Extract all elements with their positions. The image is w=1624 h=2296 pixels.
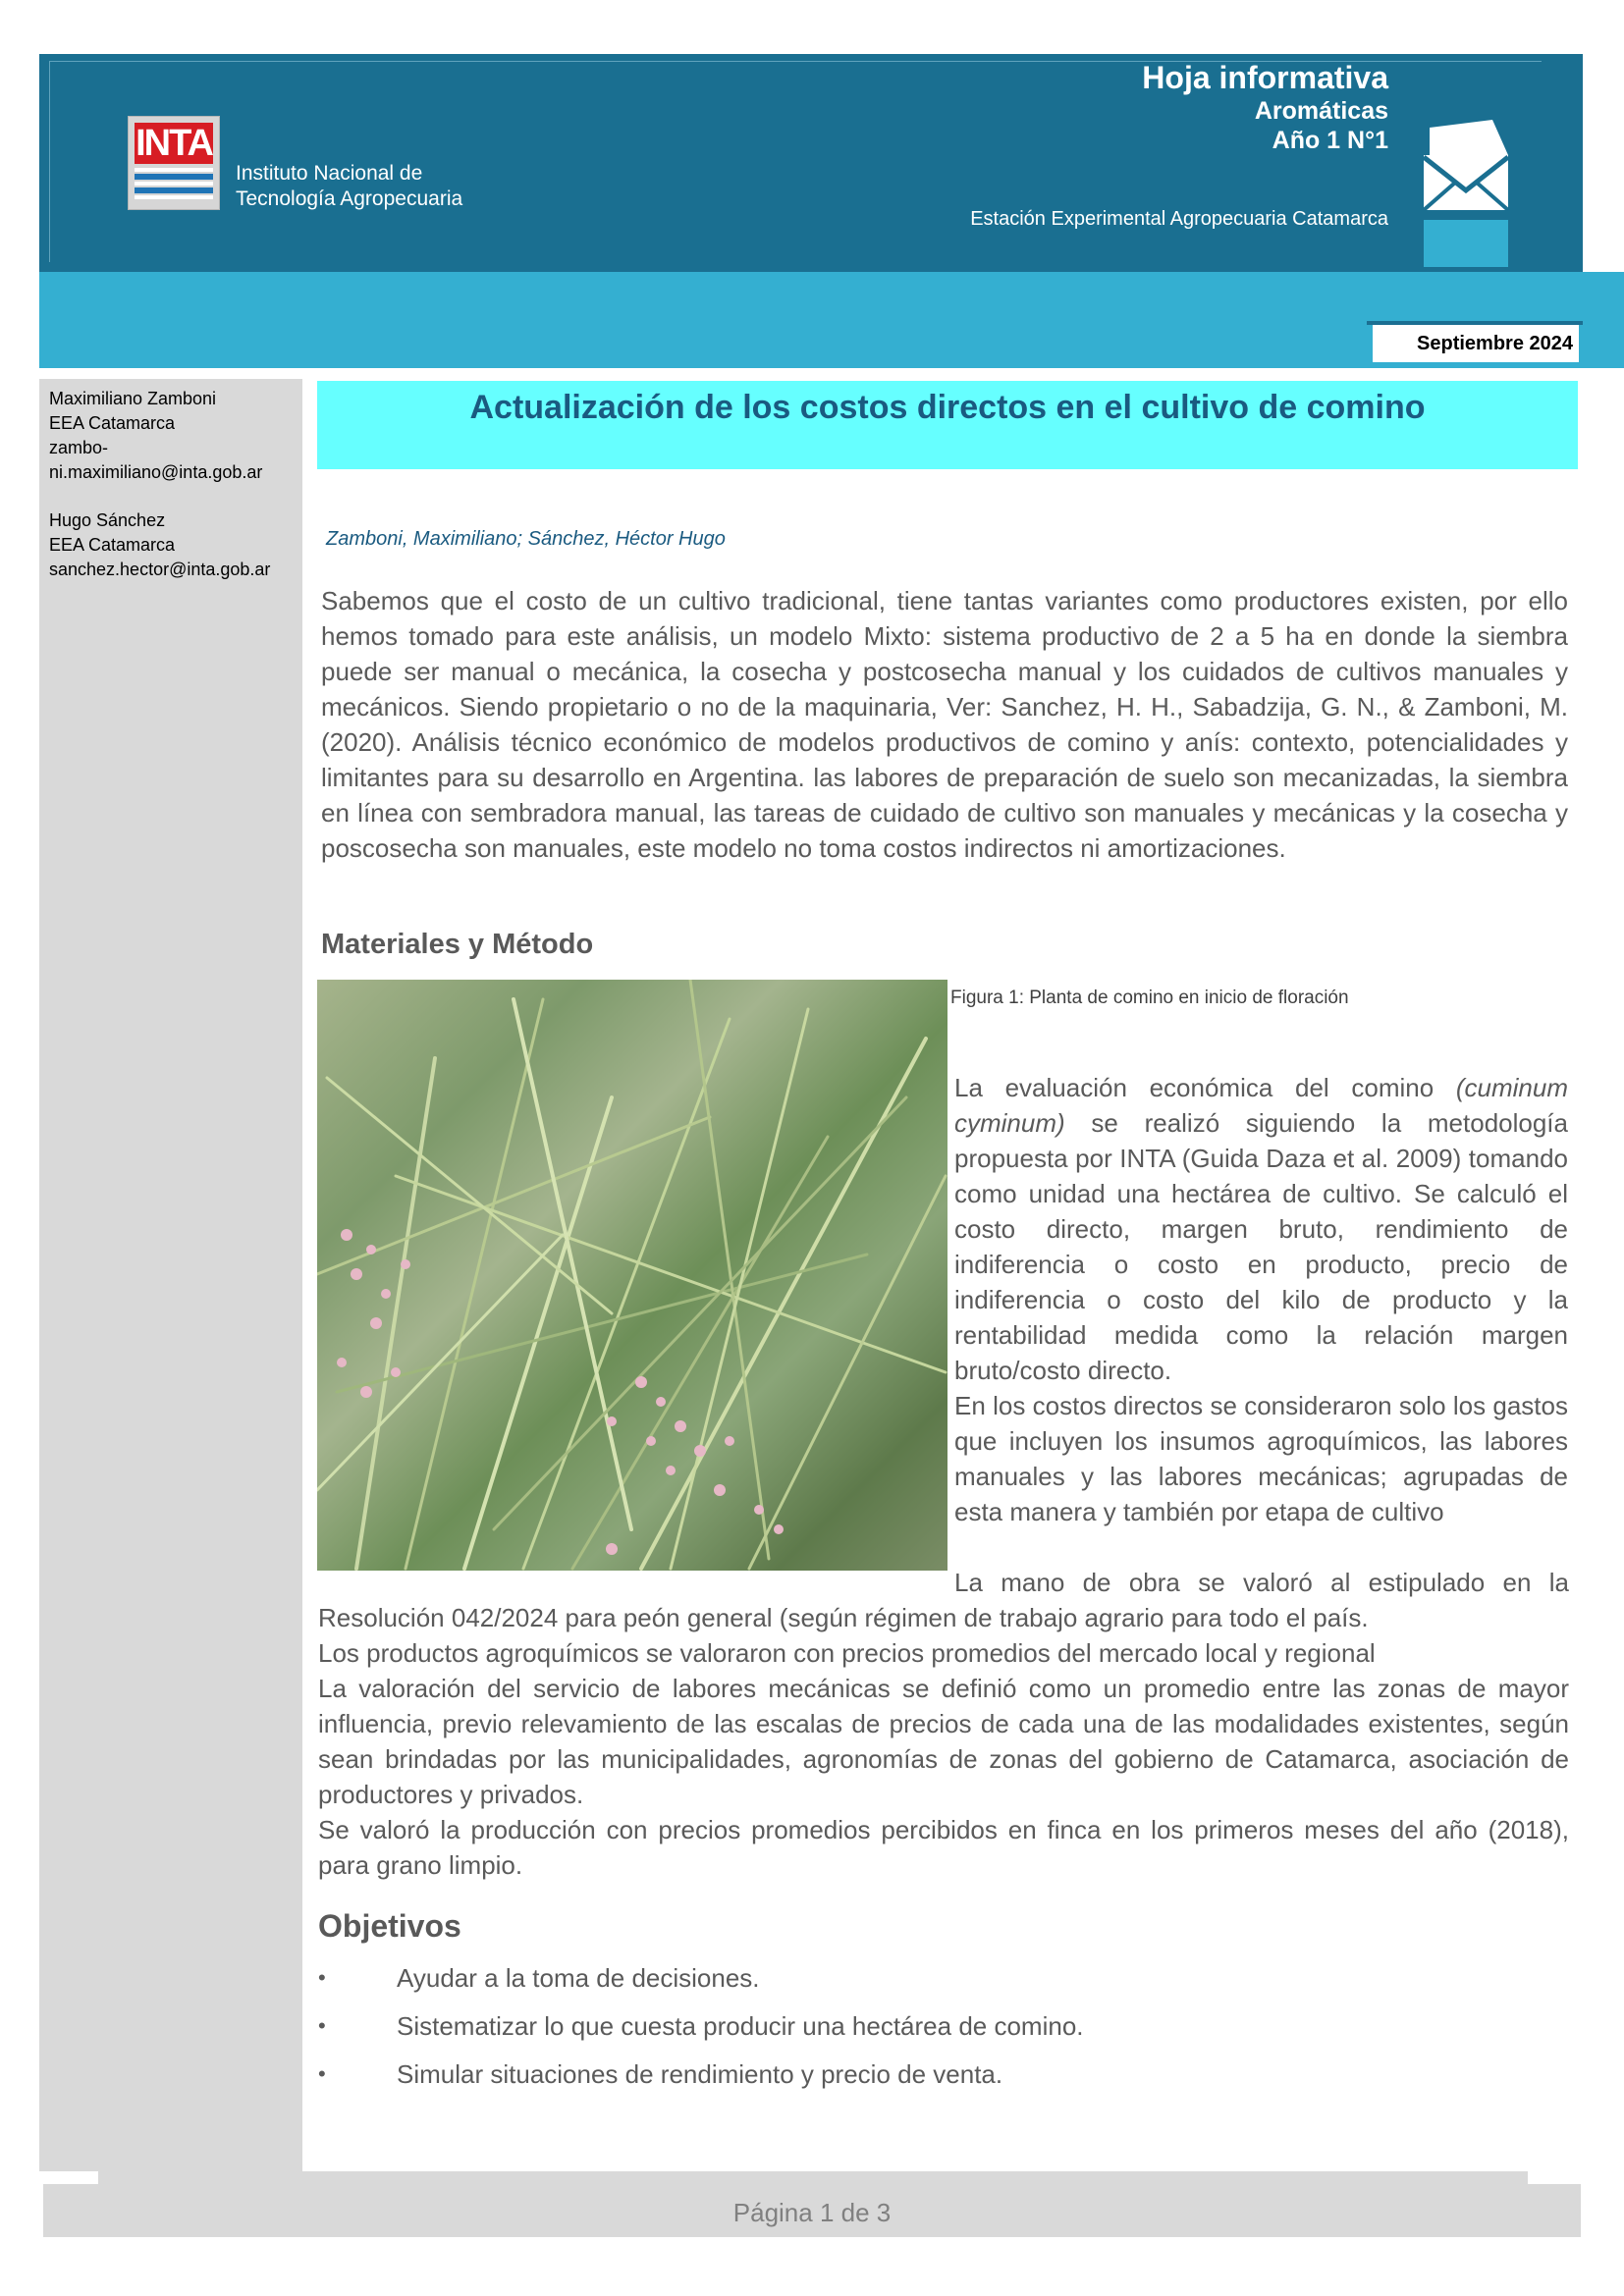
author-2-org: EEA Catamarca: [49, 535, 176, 555]
newsletter-issue: Año 1 N°1: [1272, 127, 1388, 154]
objective-text: Ayudar a la toma de decisiones.: [397, 1963, 760, 1993]
logo-white-stripe-3: [135, 195, 213, 199]
header-left-rule: [49, 61, 50, 262]
bullet-icon: •: [318, 2013, 326, 2038]
inta-logo-text: INTA: [135, 123, 212, 164]
evaluation-paragraph: [954, 1070, 1568, 1388]
page-number: Página 1 de 3: [732, 2198, 892, 2227]
logo-blue-stripe-1: [135, 174, 213, 180]
cumin-plant-photo: [317, 980, 947, 1571]
page-footer: [43, 2184, 1581, 2237]
direct-costs-paragraph: En los costos directos se consideraron solo los gastos que incluyen los insumos agroquímicos, las labores manuales y las labores mecánicas; agrupadas de esta manera y también por etapa de cultivo: [954, 1391, 1568, 1526]
agrochemicals-paragraph: Los productos agroquímicos se valoraron con precios promedios del mercado local y regional: [318, 1638, 1376, 1668]
production-value-paragraph: Se valoró la producción con precios promedios percibidos en finca en los primeros meses del año (2018), para grano limpio.: [318, 1815, 1569, 1880]
scientific-name: (cuminum cyminum): [954, 1073, 1568, 1138]
evaluation-text-a: La evaluación económica del comino: [954, 1073, 1456, 1102]
newsletter-subtitle: Aromáticas: [1254, 97, 1388, 125]
author-1-org: EEA Catamarca: [49, 413, 176, 433]
newsletter-title-block: [1142, 59, 1388, 155]
cumin-plant-drawing: [317, 980, 947, 1571]
institute-line-1: Instituto Nacional de: [236, 162, 423, 185]
author-2-name: Hugo Sánchez: [49, 510, 166, 530]
bullet-icon: •: [318, 2061, 326, 2086]
mail-icon: [1422, 118, 1510, 267]
logo-white-stripe-2: [135, 182, 213, 186]
bullet-icon: •: [318, 1965, 326, 1990]
article-title: Actualización de los costos directos en el cultivo de comino: [469, 389, 1426, 426]
intro-paragraph: Sabemos que el costo de un cultivo tradicional, tiene tantas variantes como productores existen, por ello hemos tomado para este análisis, un modelo Mixto: sistema productivo de 2 a 5 ha en donde la siembra puede ser manual o mecánica, la cosecha y postcosecha manual y los cuidados de cultivos manuales y mecánicos. Siendo propietario o no de la maquinaria, Ver: Sanchez, H. H., Sabadzija, G. N., & Zamboni, M. (2020). Análisis técnico económico de modelos productivos de comino y anís: contexto, potencialidades y limitantes para su desarrollo en Argentina. las labores de preparación de suelo son mecanizadas, la siembra en línea con sembradora manual, las tareas de cuidado de cultivo son manuales y mecánicas y la cosecha y poscosecha son manuales, este modelo no toma costos indirectos ni amortizaciones.: [321, 586, 1568, 863]
author-sidebar: [39, 379, 302, 2171]
author-2-email: sanchez.hector@inta.gob.ar: [49, 560, 271, 579]
author-1-email-part2: ni.maximiliano@inta.gob.ar: [49, 462, 263, 482]
author-1-email-part1: zambo-: [49, 438, 109, 457]
newsletter-title: Hoja informativa: [1142, 60, 1388, 95]
institute-line-2: Tecnología Agropecuaria: [236, 187, 463, 210]
objectives-heading: Objetivos: [318, 1908, 461, 1944]
inta-logo: [128, 116, 220, 210]
figure-caption: Figura 1: Planta de comino en inicio de floración: [950, 988, 1349, 1008]
labor-paragraph: La mano de obra se valoró al estipulado en la Resolución 042/2024 para peón general (según régimen de trabajo agrario para todo el país.: [318, 1568, 1569, 1632]
logo-blue-stripe-2: [135, 187, 213, 193]
lower-text: [318, 1565, 1569, 1883]
station-name: Estación Experimental Agropecuaria Catamarca: [970, 208, 1388, 230]
article-title-box: [317, 381, 1578, 469]
right-column-text: [954, 1070, 1568, 1529]
article-byline: Zamboni, Maximiliano; Sánchez, Héctor Hugo: [326, 528, 726, 550]
materials-heading: Materiales y Método: [321, 929, 594, 960]
mechanical-services-paragraph: La valoración del servicio de labores mecánicas se definió como un promedio entre las zonas de mayor influencia, previo relevamiento de las escalas de precios de cada una de las modalidades existentes, según sean brindadas por las municipalidades, agronomías de zonas del gobierno de Catamarca, asociación de productores y privados.: [318, 1674, 1569, 1809]
evaluation-text-b: se realizó siguiendo la metodología propuesta por INTA (Guida Daza et al. 2009) tomando como unidad una hectárea de cultivo. Se calculó el costo directo, margen bruto, rendimiento de indiferencia o costo en producto, precio de indiferencia o costo del kilo de producto y la rentabilidad medida como la relación margen bruto/costo directo.: [954, 1108, 1568, 1385]
logo-white-stripe-1: [135, 168, 213, 172]
issue-date: Septiembre 2024: [1417, 333, 1573, 354]
author-1: [49, 387, 262, 485]
issue-date-tab: [1373, 325, 1579, 362]
author-1-name: Maximiliano Zamboni: [49, 389, 217, 408]
institute-name: [236, 161, 462, 212]
author-2: [49, 508, 270, 582]
objective-text: Sistematizar lo que cuesta producir una hectárea de comino.: [397, 2011, 1084, 2041]
objective-text: Simular situaciones de rendimiento y precio de venta.: [397, 2059, 1003, 2089]
